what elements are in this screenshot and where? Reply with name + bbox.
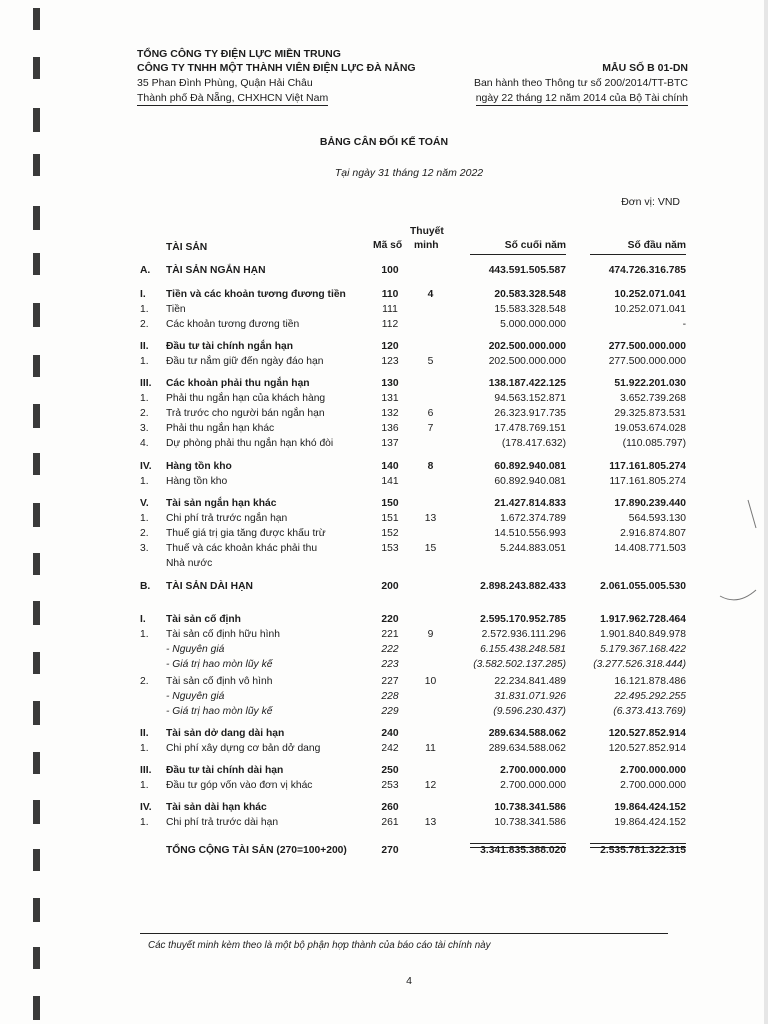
row-label: - Nguyên giá bbox=[166, 691, 225, 702]
row-note: 12 bbox=[424, 780, 437, 791]
row-begin-value: 29.325.873.531 bbox=[614, 408, 686, 419]
row-code: 221 bbox=[381, 629, 399, 640]
row-index: III. bbox=[140, 378, 152, 389]
row-begin-value: 19.053.674.028 bbox=[614, 423, 686, 434]
row-label: Đầu tư nắm giữ đến ngày đáo hạn bbox=[166, 356, 324, 367]
row-code: 110 bbox=[381, 289, 399, 300]
row-label: - Nguyên giá bbox=[166, 644, 225, 655]
row-index: 1. bbox=[140, 817, 149, 828]
table-row bbox=[0, 527, 768, 540]
row-end-value: 21.427.814.833 bbox=[494, 498, 566, 509]
table-row bbox=[0, 628, 768, 641]
row-begin-value: 3.652.739.268 bbox=[620, 393, 686, 404]
row-code: 112 bbox=[381, 319, 399, 330]
row-label: Phải thu ngắn hạn khác bbox=[166, 423, 275, 434]
row-begin-value: 117.161.805.274 bbox=[609, 461, 686, 472]
row-begin-value: 14.408.771.503 bbox=[614, 543, 686, 554]
row-begin-value: 10.252.071.041 bbox=[614, 289, 686, 300]
document-title: BẢNG CÂN ĐỐI KẾ TOÁN bbox=[319, 136, 449, 148]
row-note: 5 bbox=[427, 356, 434, 367]
table-row bbox=[0, 658, 768, 671]
row-begin-value: 1.901.840.849.978 bbox=[600, 629, 686, 640]
row-label: Nhà nước bbox=[166, 558, 213, 569]
row-label: Chi phí xây dựng cơ bản dở dang bbox=[166, 743, 321, 754]
row-code: 240 bbox=[381, 728, 399, 739]
row-end-value: 2.700.000.000 bbox=[500, 765, 566, 776]
row-code: 227 bbox=[381, 676, 399, 687]
row-label: Thuế giá trị gia tăng được khấu trừ bbox=[166, 528, 326, 539]
row-begin-value: 564.593.130 bbox=[628, 513, 686, 524]
row-code: 228 bbox=[381, 691, 399, 702]
currency-unit: Đơn vị: VND bbox=[621, 196, 680, 208]
row-note: 11 bbox=[425, 743, 436, 754]
row-end-value: 2.700.000.000 bbox=[500, 780, 566, 791]
row-index: 2. bbox=[140, 408, 149, 419]
table-row bbox=[0, 303, 768, 316]
row-begin-value: 5.179.367.168.422 bbox=[600, 644, 686, 655]
row-begin-value: 22.495.292.255 bbox=[614, 691, 686, 702]
row-label: Tài sản dài hạn khác bbox=[166, 802, 267, 813]
table-row bbox=[0, 460, 768, 473]
row-end-value: 22.234.841.489 bbox=[494, 676, 566, 687]
table-row bbox=[0, 705, 768, 718]
table-row bbox=[0, 816, 768, 829]
binder-mark bbox=[33, 947, 40, 969]
row-end-value: 31.831.071.926 bbox=[494, 691, 566, 702]
row-index: 3. bbox=[140, 543, 149, 554]
row-index: B. bbox=[140, 581, 151, 592]
row-begin-value: 277.500.000.000 bbox=[608, 356, 686, 367]
table-row bbox=[0, 742, 768, 755]
table-row bbox=[0, 512, 768, 525]
row-note: 9 bbox=[427, 629, 434, 640]
row-end-value: (178.417.632) bbox=[501, 438, 566, 449]
row-label: TÀI SẢN NGẮN HẠN bbox=[166, 265, 266, 276]
row-begin-value: 16.121.878.486 bbox=[614, 676, 686, 687]
row-code: 123 bbox=[381, 356, 399, 367]
row-code: 130 bbox=[381, 378, 399, 389]
row-label: Chi phí trả trước dài hạn bbox=[166, 817, 279, 828]
row-code: 132 bbox=[381, 408, 399, 419]
row-end-value: 14.510.556.993 bbox=[494, 528, 566, 539]
binder-mark bbox=[33, 996, 40, 1020]
col-header-note-1: Thuyết bbox=[410, 226, 444, 237]
row-label: Thuế và các khoản khác phải thu bbox=[166, 543, 318, 554]
row-end-value: 10.738.341.586 bbox=[494, 817, 566, 828]
table-row bbox=[0, 675, 768, 688]
row-begin-value: - bbox=[682, 319, 686, 330]
row-label: Tài sản ngắn hạn khác bbox=[166, 498, 277, 509]
binder-mark bbox=[33, 108, 40, 132]
row-code: 270 bbox=[381, 845, 399, 856]
col-underline-begin bbox=[590, 254, 686, 255]
row-begin-value: 2.535.781.322.315 bbox=[600, 845, 686, 856]
binder-mark bbox=[33, 206, 40, 230]
row-end-value: 15.583.328.548 bbox=[494, 304, 566, 315]
table-row bbox=[0, 801, 768, 814]
row-code: 141 bbox=[381, 476, 399, 487]
row-end-value: 20.583.328.548 bbox=[494, 289, 566, 300]
row-code: 250 bbox=[381, 765, 399, 776]
row-code: 242 bbox=[381, 743, 399, 754]
row-note: 6 bbox=[427, 408, 434, 419]
row-end-value: 289.634.588.062 bbox=[488, 743, 566, 754]
row-label: TÀI SẢN DÀI HẠN bbox=[166, 581, 253, 592]
table-row bbox=[0, 318, 768, 331]
row-label: - Giá trị hao mòn lũy kế bbox=[166, 659, 273, 670]
row-label: Tiền và các khoản tương đương tiền bbox=[166, 289, 346, 300]
row-code: 150 bbox=[381, 498, 399, 509]
row-code: 223 bbox=[381, 659, 399, 670]
row-code: 260 bbox=[381, 802, 399, 813]
report-date: Tại ngày 31 tháng 12 năm 2022 bbox=[334, 167, 484, 179]
table-row bbox=[0, 557, 768, 570]
row-begin-value: 120.527.852.914 bbox=[608, 743, 686, 754]
row-note: 13 bbox=[424, 513, 437, 524]
row-end-value: 60.892.940.081 bbox=[494, 461, 566, 472]
row-label: Tài sản dở dang dài hạn bbox=[166, 728, 285, 739]
row-end-value: 2.595.170.952.785 bbox=[480, 614, 566, 625]
row-note: 8 bbox=[427, 461, 434, 472]
row-end-value: 17.478.769.151 bbox=[494, 423, 566, 434]
row-end-value: 138.187.422.125 bbox=[488, 378, 566, 389]
row-index: 1. bbox=[140, 476, 149, 487]
row-label: Tài sản cố định hữu hình bbox=[166, 629, 280, 640]
row-code: 220 bbox=[381, 614, 399, 625]
col-header-assets: TÀI SẢN bbox=[166, 242, 208, 253]
row-index: 2. bbox=[140, 676, 149, 687]
row-index: IV. bbox=[140, 461, 152, 472]
row-label: Đầu tư tài chính dài hạn bbox=[166, 765, 284, 776]
row-code: 120 bbox=[381, 341, 399, 352]
row-index: II. bbox=[140, 341, 149, 352]
parent-company: TỔNG CÔNG TY ĐIỆN LỰC MIỀN TRUNG bbox=[137, 48, 341, 60]
row-code: 152 bbox=[381, 528, 399, 539]
table-row bbox=[0, 542, 768, 555]
row-label: Đầu tư tài chính ngắn hạn bbox=[166, 341, 294, 352]
row-note: 10 bbox=[424, 676, 437, 687]
page-number: 4 bbox=[406, 975, 412, 987]
col-header-code: Mã số bbox=[373, 240, 403, 251]
row-label: Các khoản tương đương tiền bbox=[166, 319, 300, 330]
row-end-value: 2.572.936.111.296 bbox=[481, 629, 566, 640]
row-code: 261 bbox=[381, 817, 399, 828]
row-index: IV. bbox=[140, 802, 152, 813]
table-row bbox=[0, 422, 768, 435]
table-row bbox=[0, 288, 768, 301]
row-label: Hàng tồn kho bbox=[166, 476, 228, 487]
table-row bbox=[0, 392, 768, 405]
row-index: 2. bbox=[140, 319, 149, 330]
row-end-value: 10.738.341.586 bbox=[494, 802, 566, 813]
row-end-value: 60.892.940.081 bbox=[494, 476, 566, 487]
row-label: Tài sản cố định vô hình bbox=[166, 676, 273, 687]
row-end-value: 2.898.243.882.433 bbox=[480, 581, 566, 592]
row-begin-value: 19.864.424.152 bbox=[614, 817, 686, 828]
row-index: III. bbox=[140, 765, 152, 776]
total-underline-end bbox=[470, 843, 566, 848]
form-code: MẪU SỐ B 01-DN bbox=[602, 62, 688, 74]
row-index: 1. bbox=[140, 629, 149, 640]
issued-line-2: ngày 22 tháng 12 năm 2014 của Bộ Tài chính bbox=[475, 92, 688, 104]
row-note: 15 bbox=[424, 543, 437, 554]
row-code: 200 bbox=[381, 581, 399, 592]
table-row bbox=[0, 779, 768, 792]
table-row bbox=[0, 643, 768, 656]
table-row bbox=[0, 580, 768, 593]
row-begin-value: 277.500.000.000 bbox=[608, 341, 686, 352]
company-address: 35 Phan Đình Phùng, Quận Hải Châu bbox=[137, 77, 313, 89]
row-index: 1. bbox=[140, 393, 149, 404]
table-row bbox=[0, 764, 768, 777]
row-end-value: 5.000.000.000 bbox=[500, 319, 566, 330]
footnote-rule bbox=[140, 933, 668, 934]
row-index: I. bbox=[140, 289, 146, 300]
row-end-value: 202.500.000.000 bbox=[488, 341, 566, 352]
table-row bbox=[0, 340, 768, 353]
row-label: Hàng tồn kho bbox=[166, 461, 232, 472]
row-index: II. bbox=[140, 728, 149, 739]
row-note: 7 bbox=[427, 423, 434, 434]
row-index: 1. bbox=[140, 780, 149, 791]
row-begin-value: 17.890.239.440 bbox=[614, 498, 686, 509]
binder-mark bbox=[33, 57, 40, 79]
table-row bbox=[0, 437, 768, 450]
row-end-value: 1.672.374.789 bbox=[500, 513, 566, 524]
footnote: Các thuyết minh kèm theo là một bộ phận hợp thành của báo cáo tài chính này bbox=[148, 940, 491, 951]
row-code: 153 bbox=[381, 543, 399, 554]
row-index: I. bbox=[140, 614, 146, 625]
row-begin-value: 474.726.316.785 bbox=[608, 265, 686, 276]
row-end-value: 5.244.883.051 bbox=[500, 543, 566, 554]
row-code: 137 bbox=[381, 438, 399, 449]
issued-line-1: Ban hành theo Thông tư số 200/2014/TT-BTC bbox=[473, 77, 688, 89]
table-row bbox=[0, 727, 768, 740]
row-begin-value: 2.916.874.807 bbox=[620, 528, 686, 539]
row-end-value: (9.596.230.437) bbox=[493, 706, 566, 717]
row-begin-value: 2.700.000.000 bbox=[620, 765, 686, 776]
row-code: 222 bbox=[381, 644, 399, 655]
row-index: V. bbox=[140, 498, 149, 509]
row-label: Tiền bbox=[166, 304, 186, 315]
row-note: 13 bbox=[424, 817, 437, 828]
binder-mark bbox=[33, 898, 40, 922]
row-code: 151 bbox=[381, 513, 399, 524]
row-label: Các khoản phải thu ngắn hạn bbox=[166, 378, 310, 389]
row-end-value: 26.323.917.735 bbox=[494, 408, 566, 419]
row-label: Đầu tư góp vốn vào đơn vị khác bbox=[166, 780, 313, 791]
table-row bbox=[0, 690, 768, 703]
row-code: 136 bbox=[381, 423, 399, 434]
row-label: Phải thu ngắn hạn của khách hàng bbox=[166, 393, 326, 404]
row-index: 1. bbox=[140, 356, 149, 367]
col-header-begin: Số đầu năm bbox=[627, 240, 686, 251]
row-index: 4. bbox=[140, 438, 149, 449]
row-end-value: 3.341.835.388.020 bbox=[480, 845, 566, 856]
row-label: Trả trước cho người bán ngắn hạn bbox=[166, 408, 325, 419]
row-end-value: 289.634.588.062 bbox=[488, 728, 566, 739]
row-begin-value: 1.917.962.728.464 bbox=[600, 614, 686, 625]
row-begin-value: (6.373.413.769) bbox=[613, 706, 686, 717]
row-code: 140 bbox=[381, 461, 399, 472]
table-row bbox=[0, 377, 768, 390]
row-begin-value: (110.085.797) bbox=[622, 438, 686, 449]
row-begin-value: 120.527.852.914 bbox=[608, 728, 686, 739]
row-begin-value: 2.061.055.005.530 bbox=[600, 581, 686, 592]
row-code: 229 bbox=[381, 706, 399, 717]
total-underline-begin bbox=[590, 843, 686, 848]
row-label: Dự phòng phải thu ngắn hạn khó đòi bbox=[166, 438, 334, 449]
row-begin-value: 117.161.805.274 bbox=[609, 476, 686, 487]
row-label: Chi phí trả trước ngắn hạn bbox=[166, 513, 288, 524]
row-begin-value: 10.252.071.041 bbox=[614, 304, 686, 315]
row-end-value: 443.591.505.587 bbox=[488, 265, 566, 276]
row-begin-value: 2.700.000.000 bbox=[620, 780, 686, 791]
row-label: - Giá trị hao mòn lũy kế bbox=[166, 706, 273, 717]
row-end-value: 202.500.000.000 bbox=[488, 356, 566, 367]
row-end-value: 6.155.438.248.581 bbox=[480, 644, 566, 655]
row-label: TỔNG CỘNG TÀI SẢN (270=100+200) bbox=[166, 845, 347, 856]
row-index: A. bbox=[140, 265, 151, 276]
row-code: 100 bbox=[381, 265, 399, 276]
table-row bbox=[0, 475, 768, 488]
row-code: 131 bbox=[381, 393, 399, 404]
col-header-note-2: minh bbox=[414, 240, 439, 251]
row-index: 3. bbox=[140, 423, 149, 434]
table-row bbox=[0, 497, 768, 510]
row-note: 4 bbox=[427, 289, 434, 300]
col-header-end: Số cuối năm bbox=[504, 240, 566, 251]
row-end-value: (3.582.502.137.285) bbox=[473, 659, 566, 670]
table-row bbox=[0, 355, 768, 368]
row-label: Tài sản cố định bbox=[166, 614, 241, 625]
row-index: 2. bbox=[140, 528, 149, 539]
binder-mark bbox=[33, 8, 40, 30]
row-begin-value: 51.922.201.030 bbox=[614, 378, 686, 389]
company-name: CÔNG TY TNHH MỘT THÀNH VIÊN ĐIỆN LỰC ĐÀ NẴNG bbox=[137, 62, 416, 74]
table-row bbox=[0, 407, 768, 420]
table-row bbox=[0, 264, 768, 277]
row-code: 253 bbox=[381, 780, 399, 791]
row-begin-value: 19.864.424.152 bbox=[614, 802, 686, 813]
row-index: 1. bbox=[140, 743, 149, 754]
row-begin-value: (3.277.526.318.444) bbox=[593, 659, 686, 670]
col-underline-end bbox=[470, 254, 566, 255]
company-city: Thành phố Đà Nẵng, CHXHCN Việt Nam bbox=[137, 92, 329, 104]
row-index: 1. bbox=[140, 513, 149, 524]
row-index: 1. bbox=[140, 304, 149, 315]
table-row bbox=[0, 613, 768, 626]
row-code: 111 bbox=[382, 304, 398, 315]
row-end-value: 94.563.152.871 bbox=[494, 393, 566, 404]
